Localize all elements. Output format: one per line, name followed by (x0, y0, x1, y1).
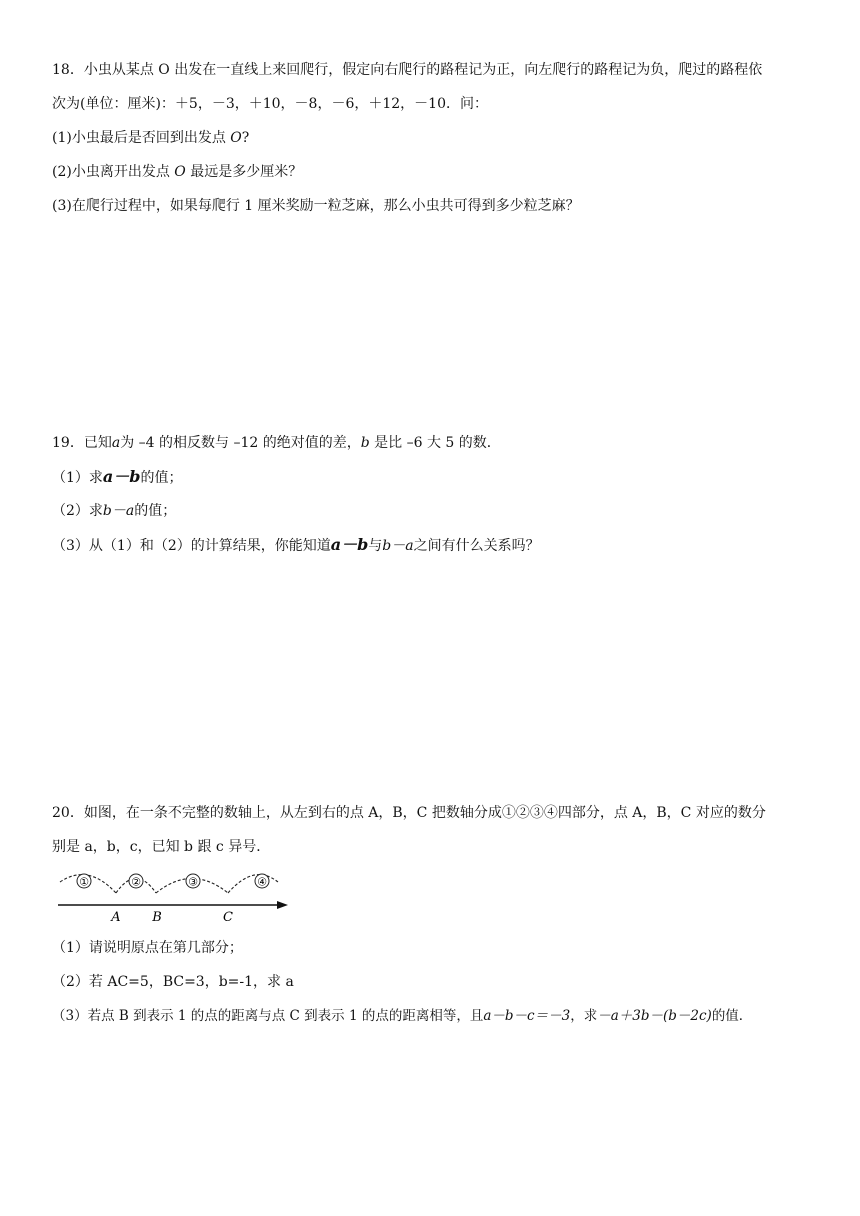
point-b-label: B (152, 910, 162, 922)
axis-arrow-icon (277, 901, 288, 909)
q20-part1: （1）请说明原点在第几部分； (52, 940, 243, 956)
q20-part3-mid: ，求 (570, 1008, 598, 1024)
number-line-figure (56, 866, 296, 922)
q19-part3 (52, 535, 540, 556)
q20-line1: 20．如图，在一条不完整的数轴上，从左到右的点 A，B，C 把数轴分成①②③④四部分，点 A，B，C 对应的数分 (52, 805, 766, 821)
q20-line2: 别是 a，b，c，已知 b 跟 c 异号． (52, 839, 271, 855)
q18-part3: (3)在爬行过程中，如果每爬行 1 厘米奖励一粒芝麻，那么小虫共可得到多少粒芝麻？ (52, 198, 580, 214)
q18-part1-end: ? (241, 130, 250, 146)
q19-part1-expr: a－b (102, 467, 141, 486)
region-3-label: ③ (188, 875, 198, 889)
q20-part3-equation: a－b－c＝－3 (483, 1008, 571, 1024)
q19-part2-end: 的值； (134, 503, 177, 519)
q19-line1 (52, 433, 501, 453)
region-2-label: ② (131, 875, 141, 889)
q20-part3-expression: －a＋3b－(b－2c) (597, 1008, 712, 1024)
q19-part3-expr2: b－a (382, 538, 414, 554)
q19-part3-mid: 与 (368, 538, 383, 554)
region-arc-4 (228, 875, 278, 893)
q18-part1-text: (1)小虫最后是否回到出发点 (52, 130, 231, 146)
q18-part2 (52, 162, 302, 182)
q19-part1-end: 的值； (140, 470, 183, 486)
q18-part1-var: O (230, 130, 242, 146)
q19-part2-text: （2）求 (52, 503, 103, 519)
q20-part2: （2）若 AC=5，BC=3，b=-1，求 a (52, 974, 294, 990)
q19-line1-start: 19．已知 (52, 435, 112, 451)
q20-part3-end: 的值． (711, 1008, 753, 1024)
q18-line1: 18．小虫从某点 O 出发在一直线上来回爬行，假定向右爬行的路程记为正，向左爬行的路程记为负，爬过的路程依 (52, 62, 763, 78)
region-1-label: ① (79, 875, 89, 889)
q19-part2 (52, 501, 176, 521)
q18-part2-text: (2)小虫离开出发点 (52, 164, 175, 180)
point-c-label: C (223, 910, 233, 922)
region-4-label: ④ (257, 875, 267, 889)
q18-line2: 次为(单位：厘米)：＋5，－3，＋10，－8，－6，＋12，－10．问： (52, 96, 488, 112)
q20-part3-text: （3）若点 B 到表示 1 的点的距离与点 C 到表示 1 的点的距离相等，且 (52, 1008, 484, 1024)
point-a-label: A (111, 910, 121, 922)
q19-var-a: a (111, 435, 121, 451)
q19-part3-expr1: a－b (330, 535, 369, 554)
q19-part1-text: （1）求 (52, 470, 103, 486)
q19-line1-mid: 为 –4 的相反数与 –12 的绝对值的差， (120, 435, 361, 451)
q18-part2-var: O (174, 164, 186, 180)
q19-line1-end: 是比 –6 大 5 的数． (369, 435, 501, 451)
q20-part3 (52, 1006, 752, 1026)
q18-part1 (52, 128, 249, 148)
q18-part2-end: 最远是多少厘米？ (185, 164, 303, 180)
q19-var-b: b (360, 435, 370, 451)
q19-part2-expr: b－a (102, 503, 135, 519)
q19-part3-text: （3）从（1）和（2）的计算结果，你能知道 (52, 538, 331, 554)
q19-part3-end: 之间有什么关系吗？ (413, 538, 540, 554)
q19-part1 (52, 467, 182, 488)
